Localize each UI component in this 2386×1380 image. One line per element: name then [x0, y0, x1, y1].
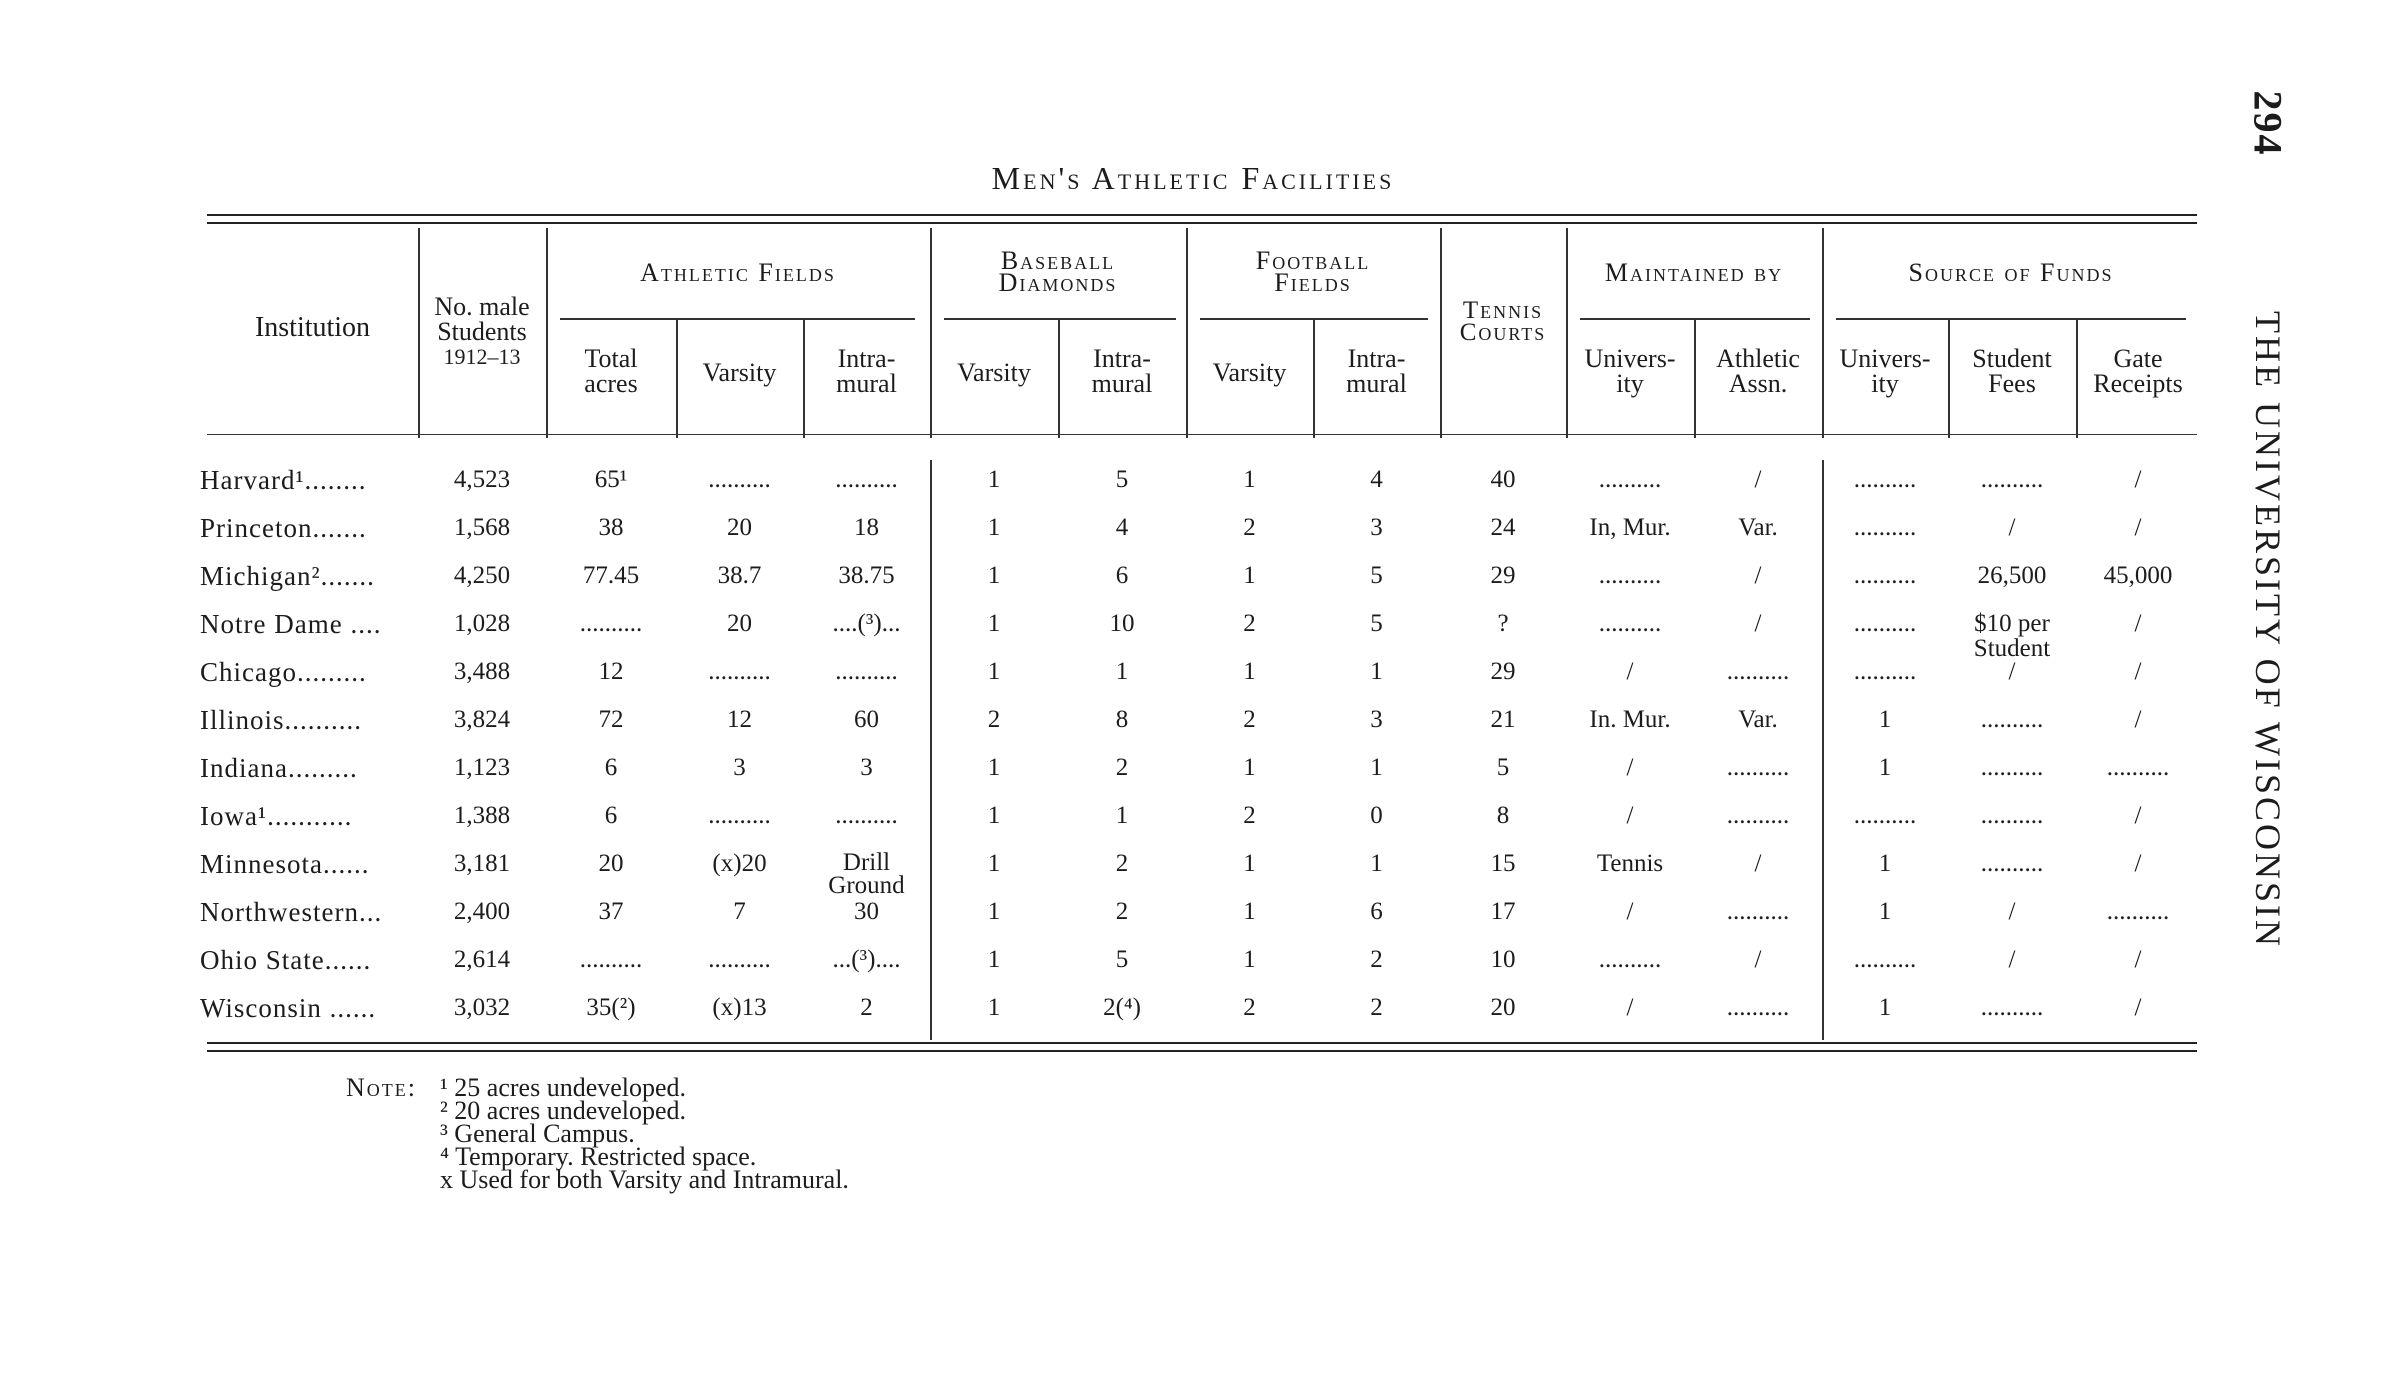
table-row [200, 563, 2200, 611]
group-underline [1200, 318, 1428, 320]
header-tennis: Tennis Courts [1459, 297, 1547, 346]
cell-bb-intramural: 1 [1115, 802, 1129, 829]
table-row [200, 851, 2200, 899]
cell-total-acres: .......... [579, 610, 643, 637]
cell-institution: Illinois.......... [200, 705, 363, 735]
cell-af-varsity: 38.7 [717, 562, 762, 589]
cell-funds-student: .......... [1980, 706, 2044, 733]
cell-institution: Chicago......... [200, 657, 367, 687]
group-underline [944, 318, 1176, 320]
cell-funds-university: 1 [1878, 898, 1892, 925]
cell-funds-student: / [2008, 514, 2016, 541]
cell-tennis: 20 [1490, 994, 1516, 1021]
cell-bb-intramural: 2 [1115, 898, 1129, 925]
cell-fb-intramural: 6 [1370, 898, 1383, 925]
cell-institution: Princeton....... [200, 513, 367, 543]
cell-students: 1,123 [453, 754, 511, 781]
cell-fb-varsity: 1 [1243, 850, 1256, 877]
cell-students: 1,388 [453, 802, 511, 829]
cell-funds-student: .......... [1980, 802, 2044, 829]
cell-maint-athletic: / [1754, 562, 1762, 589]
cell-maint-university: / [1626, 802, 1634, 829]
cell-funds-student: 26,500 [1977, 562, 2047, 589]
cell-fb-intramural: 0 [1370, 802, 1383, 829]
cell-funds-gate: / [2134, 946, 2142, 973]
cell-maint-athletic: / [1754, 466, 1762, 493]
cell-fb-varsity: 2 [1243, 610, 1256, 637]
header-bb-intramural: Intra- mural [1091, 344, 1153, 398]
cell-funds-university: .......... [1853, 466, 1917, 493]
table-row [200, 707, 2200, 755]
cell-funds-gate: / [2134, 706, 2142, 733]
cell-maint-athletic: .......... [1726, 994, 1790, 1021]
cell-af-intramural: 2 [860, 994, 873, 1021]
cell-funds-university: 1 [1878, 994, 1892, 1021]
header-baseball: Baseball Diamonds [998, 246, 1118, 297]
cell-fb-varsity: 1 [1243, 898, 1256, 925]
cell-total-acres: 65¹ [594, 466, 628, 493]
cell-funds-student: .......... [1980, 466, 2044, 493]
cell-maint-athletic: Var. [1738, 514, 1778, 541]
cell-fb-varsity: 1 [1243, 466, 1256, 493]
cell-fb-intramural: 5 [1370, 610, 1383, 637]
cell-maint-university: / [1626, 658, 1634, 685]
header-total-acres: Total acres [584, 344, 638, 398]
cell-tennis: 15 [1490, 850, 1516, 877]
header-source-of-funds: Source of Funds [1908, 258, 2114, 287]
cell-af-varsity: 20 [727, 610, 752, 637]
cell-maint-athletic: .......... [1726, 898, 1790, 925]
cell-af-intramural: 3 [860, 754, 873, 781]
cell-funds-gate: .......... [2106, 898, 2170, 925]
cell-bb-intramural: 8 [1115, 706, 1129, 733]
cell-tennis: 29 [1490, 658, 1516, 685]
cell-af-varsity: .......... [708, 802, 771, 829]
cell-fb-varsity: 2 [1243, 706, 1256, 733]
cell-funds-university: .......... [1853, 610, 1917, 637]
cell-funds-gate: / [2134, 658, 2142, 685]
cell-fb-intramural: 3 [1370, 514, 1383, 541]
cell-institution: Harvard¹........ [200, 465, 367, 495]
cell-students: 4,523 [453, 466, 511, 493]
cell-funds-gate: / [2134, 514, 2142, 541]
cell-maint-university: .......... [1598, 610, 1662, 637]
cell-tennis: 10 [1490, 946, 1516, 973]
cell-fb-intramural: 5 [1370, 562, 1383, 589]
cell-tennis: 17 [1490, 898, 1516, 925]
footnote: ³ General Campus. [440, 1119, 635, 1148]
cell-tennis: 29 [1490, 562, 1516, 589]
cell-funds-student: .......... [1980, 850, 2044, 877]
cell-institution: Indiana......... [200, 753, 358, 783]
cell-funds-university: 1 [1878, 706, 1892, 733]
table-row [200, 609, 2200, 662]
header-maintained-by: Maintained by [1604, 258, 1784, 287]
cell-af-intramural: 60 [854, 706, 879, 733]
header-bottom-rule [207, 434, 2197, 435]
cell-institution: Minnesota...... [200, 849, 370, 879]
table-row [200, 995, 2200, 1043]
cell-bb-varsity: 1 [987, 802, 1001, 829]
cell-funds-student: $10 per Student [1973, 610, 2051, 662]
note-label: Note: [346, 1073, 417, 1102]
header-maint-athletic-assn: Athletic Assn. [1716, 344, 1800, 398]
cell-tennis: 40 [1490, 466, 1516, 493]
header-students: No. male Students 1912–13 [434, 292, 530, 369]
cell-students: 1,568 [453, 514, 511, 541]
group-underline [1580, 318, 1810, 320]
cell-total-acres: 12 [598, 658, 624, 685]
cell-af-intramural: 38.75 [838, 562, 895, 589]
cell-maint-university: In, Mur. [1589, 514, 1671, 541]
header-athletic-fields: Athletic Fields [640, 258, 836, 287]
footnote: ¹ 25 acres undeveloped. [440, 1073, 687, 1102]
cell-bb-varsity: 1 [987, 562, 1001, 589]
cell-institution: Notre Dame .... [200, 609, 382, 639]
cell-total-acres: 20 [598, 850, 624, 877]
header-fb-varsity: Varsity [1212, 358, 1287, 387]
cell-fb-varsity: 1 [1243, 754, 1256, 781]
footnote: x Used for both Varsity and Intramural. [440, 1165, 849, 1194]
cell-bb-intramural: 5 [1115, 466, 1129, 493]
cell-total-acres: 37 [598, 898, 624, 925]
cell-fb-varsity: 1 [1243, 562, 1256, 589]
cell-funds-student: / [2008, 658, 2016, 685]
cell-students: 1,028 [453, 610, 511, 637]
cell-fb-varsity: 1 [1243, 658, 1256, 685]
cell-bb-intramural: 2 [1115, 754, 1129, 781]
table-row [200, 803, 2200, 851]
cell-bb-varsity: 1 [987, 850, 1001, 877]
cell-total-acres: .......... [579, 946, 643, 973]
cell-bb-varsity: 1 [987, 658, 1001, 685]
cell-students: 3,181 [453, 850, 511, 877]
cell-bb-varsity: 1 [987, 898, 1001, 925]
cell-bb-intramural: 4 [1115, 514, 1129, 541]
cell-fb-intramural: 2 [1370, 994, 1383, 1021]
cell-institution: Wisconsin ...... [200, 993, 377, 1023]
cell-af-intramural: ....(³)... [832, 610, 901, 637]
cell-institution: Northwestern... [200, 897, 383, 927]
header-institution: Institution [254, 312, 371, 343]
cell-funds-university: 1 [1878, 850, 1892, 877]
cell-maint-athletic: / [1754, 850, 1762, 877]
group-underline [1836, 318, 2186, 320]
cell-fb-varsity: 2 [1243, 994, 1256, 1021]
top-rule-1 [207, 214, 2197, 216]
cell-institution: Ohio State...... [200, 945, 372, 975]
cell-institution: Iowa¹........... [200, 801, 353, 831]
cell-funds-gate: .......... [2106, 754, 2170, 781]
cell-funds-student: / [2008, 898, 2016, 925]
cell-funds-university: .......... [1853, 802, 1917, 829]
table-row [200, 659, 2200, 707]
cell-maint-athletic: Var. [1738, 706, 1778, 733]
cell-af-varsity: 7 [733, 898, 746, 925]
cell-funds-student: .......... [1980, 754, 2044, 781]
cell-students: 3,032 [453, 994, 511, 1021]
cell-maint-athletic: .......... [1726, 802, 1790, 829]
cell-bb-intramural: 6 [1115, 562, 1129, 589]
table-row [200, 755, 2200, 803]
cell-af-intramural: .......... [835, 802, 898, 829]
header-funds-gate-receipts: Gate Receipts [2093, 344, 2183, 398]
cell-total-acres: 35(²) [586, 994, 636, 1021]
cell-bb-varsity: 2 [987, 706, 1001, 733]
cell-maint-university: In. Mur. [1589, 706, 1671, 733]
footnote: ² 20 acres undeveloped. [440, 1096, 687, 1125]
cell-maint-athletic: / [1754, 946, 1762, 973]
cell-maint-university: Tennis [1596, 850, 1664, 877]
cell-maint-university: / [1626, 994, 1634, 1021]
cell-bb-varsity: 1 [987, 466, 1001, 493]
cell-af-varsity: .......... [708, 658, 771, 685]
cell-maint-university: / [1626, 898, 1634, 925]
header-football: Football Fields [1255, 246, 1371, 297]
cell-fb-intramural: 1 [1370, 754, 1383, 781]
cell-maint-athletic: / [1754, 610, 1762, 637]
cell-funds-university: .......... [1853, 658, 1917, 685]
cell-funds-university: .......... [1853, 562, 1917, 589]
cell-fb-intramural: 2 [1370, 946, 1383, 973]
cell-funds-gate: / [2134, 850, 2142, 877]
cell-bb-varsity: 1 [987, 994, 1001, 1021]
cell-fb-varsity: 2 [1243, 514, 1256, 541]
cell-bb-intramural: 2(⁴) [1103, 994, 1141, 1021]
cell-bb-intramural: 5 [1115, 946, 1129, 973]
header-maint-university: Univers- ity [1584, 344, 1676, 398]
cell-bb-intramural: 1 [1115, 658, 1129, 685]
cell-maint-university: / [1626, 754, 1634, 781]
cell-tennis: 8 [1496, 802, 1510, 829]
top-rule-2 [207, 222, 2197, 224]
cell-tennis: ? [1497, 610, 1509, 637]
cell-total-acres: 77.45 [582, 562, 640, 589]
cell-funds-gate: / [2134, 994, 2142, 1021]
cell-fb-intramural: 1 [1370, 658, 1383, 685]
cell-fb-varsity: 2 [1243, 802, 1256, 829]
cell-af-intramural: 18 [854, 514, 879, 541]
cell-af-varsity: (x)20 [712, 850, 767, 877]
cell-af-intramural: 30 [854, 898, 879, 925]
header-af-intramural: Intra- mural [836, 344, 897, 398]
cell-af-varsity: 3 [733, 754, 746, 781]
cell-af-varsity: 12 [727, 706, 752, 733]
cell-maint-athletic: .......... [1726, 658, 1790, 685]
cell-maint-athletic: .......... [1726, 754, 1790, 781]
cell-tennis: 24 [1490, 514, 1516, 541]
cell-funds-student: .......... [1980, 994, 2044, 1021]
cell-total-acres: 6 [604, 754, 618, 781]
cell-af-intramural: ...(³).... [832, 946, 901, 973]
cell-students: 3,824 [453, 706, 511, 733]
cell-af-varsity: 20 [727, 514, 752, 541]
cell-total-acres: 6 [604, 802, 618, 829]
cell-bb-varsity: 1 [987, 946, 1001, 973]
cell-af-varsity: .......... [708, 946, 771, 973]
header-bb-varsity: Varsity [957, 358, 1031, 387]
cell-maint-university: .......... [1598, 946, 1662, 973]
cell-af-intramural: Drill Ground [828, 849, 905, 899]
cell-maint-university: .......... [1598, 562, 1662, 589]
table-title: Men's Athletic Facilities [991, 160, 1395, 196]
header-af-varsity: Varsity [702, 358, 777, 387]
cell-fb-intramural: 4 [1370, 466, 1383, 493]
table-row [200, 947, 2200, 995]
bottom-rule-2 [207, 1050, 2197, 1052]
cell-funds-student: / [2008, 946, 2016, 973]
cell-fb-intramural: 3 [1370, 706, 1383, 733]
cell-funds-gate: / [2134, 466, 2142, 493]
cell-bb-varsity: 1 [987, 754, 1001, 781]
cell-tennis: 5 [1496, 754, 1510, 781]
cell-funds-gate: / [2134, 610, 2142, 637]
cell-funds-university: .......... [1853, 946, 1917, 973]
cell-bb-intramural: 2 [1115, 850, 1129, 877]
cell-funds-gate: / [2134, 802, 2142, 829]
cell-af-varsity: .......... [708, 466, 771, 493]
cell-funds-university: 1 [1878, 754, 1892, 781]
table-row [200, 899, 2200, 947]
cell-fb-varsity: 1 [1243, 946, 1256, 973]
cell-students: 2,614 [453, 946, 511, 973]
group-underline [560, 318, 915, 320]
cell-af-intramural: .......... [835, 466, 898, 493]
cell-af-varsity: (x)13 [712, 994, 767, 1021]
cell-bb-varsity: 1 [987, 610, 1001, 637]
cell-students: 4,250 [453, 562, 511, 589]
footnote: ⁴ Temporary. Restricted space. [440, 1142, 757, 1171]
header-funds-student-fees: Student Fees [1972, 344, 2052, 398]
table-row [200, 515, 2200, 563]
cell-maint-university: .......... [1598, 466, 1662, 493]
cell-bb-varsity: 1 [987, 514, 1001, 541]
cell-fb-intramural: 1 [1370, 850, 1383, 877]
cell-students: 2,400 [453, 898, 511, 925]
cell-students: 3,488 [453, 658, 511, 685]
cell-total-acres: 72 [598, 706, 624, 733]
header-funds-university: Univers- ity [1839, 344, 1931, 398]
cell-funds-gate: 45,000 [2103, 562, 2173, 589]
page-number: 294 [2245, 90, 2291, 157]
cell-funds-university: .......... [1853, 514, 1917, 541]
table-row [200, 467, 2200, 515]
cell-tennis: 21 [1490, 706, 1516, 733]
cell-total-acres: 38 [598, 514, 624, 541]
cell-bb-intramural: 10 [1109, 610, 1135, 637]
cell-institution: Michigan²....... [200, 561, 375, 591]
cell-af-intramural: .......... [835, 658, 898, 685]
header-fb-intramural: Intra- mural [1346, 344, 1407, 398]
